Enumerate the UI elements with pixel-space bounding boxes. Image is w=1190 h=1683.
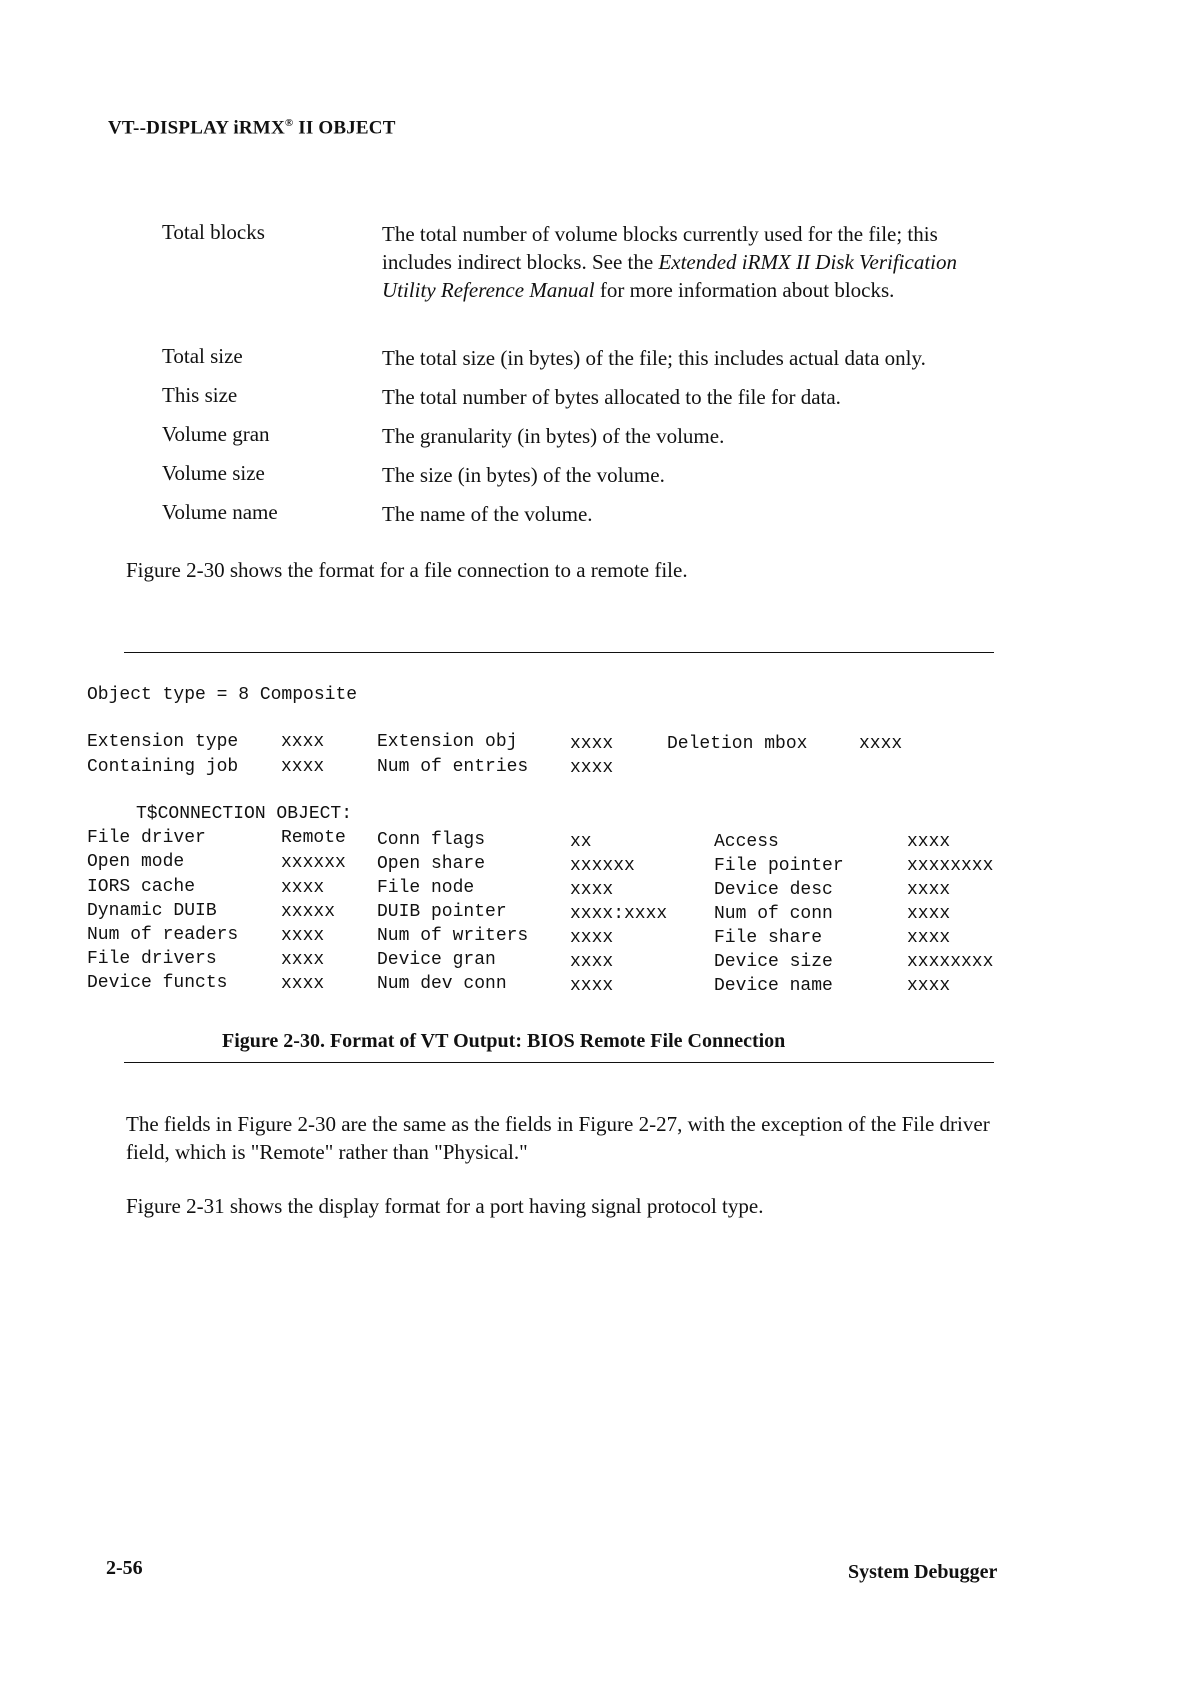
- field-label: File share: [714, 928, 823, 948]
- field-label: Device name: [714, 976, 833, 996]
- figure-top-rule: [124, 652, 994, 653]
- definition-description: The total size (in bytes) of the file; this includes actual data only.: [382, 346, 926, 370]
- field-value: xxxxxxxx: [907, 856, 994, 876]
- field-label: Num dev conn: [377, 974, 507, 994]
- field-label: Access: [714, 832, 779, 852]
- field-label: Device desc: [714, 880, 833, 900]
- definition-text: The total number of volume blocks currently used for the file; this includes indirect blocks. See the: [382, 222, 938, 274]
- field-label: Extension type: [87, 732, 239, 752]
- intro-paragraph: Figure 2-30 shows the format for a file connection to a remote file.: [126, 558, 688, 582]
- header-title-prefix: VT--DISPLAY iRMX: [108, 117, 285, 139]
- field-value: xxxx: [281, 926, 325, 946]
- field-value: xxxx: [570, 928, 614, 948]
- definition-description: The size (in bytes) of the volume.: [382, 463, 665, 487]
- field-label: IORS cache: [87, 877, 196, 897]
- field-value: xxxxx: [281, 902, 336, 922]
- field-value: xxxxxxxx: [907, 952, 994, 972]
- field-label: Num of writers: [377, 926, 529, 946]
- definition-text: for more information about blocks.: [594, 278, 895, 302]
- field-value: xxxx:xxxx: [570, 904, 668, 924]
- figure-caption: Figure 2-30. Format of VT Output: BIOS Remote File Connection: [222, 1030, 786, 1052]
- field-label: File pointer: [714, 856, 844, 876]
- field-value: xxxx: [907, 880, 951, 900]
- page-number: 2-56: [106, 1557, 143, 1579]
- header-title-suffix: II OBJECT: [293, 117, 396, 139]
- field-value: xxxx: [570, 976, 614, 996]
- field-value: xxxx: [281, 974, 325, 994]
- field-value: xxxx: [281, 878, 325, 898]
- field-value: xxxx: [907, 832, 951, 852]
- definition-term: Total blocks: [162, 220, 265, 244]
- field-label: Deletion mbox: [667, 734, 808, 754]
- field-value: xxxx: [570, 734, 614, 754]
- field-label: DUIB pointer: [377, 902, 507, 922]
- definition-term: Volume gran: [162, 422, 270, 446]
- field-value: xxxx: [570, 880, 614, 900]
- field-value: xxxx: [281, 732, 325, 752]
- field-label: Device functs: [87, 973, 228, 993]
- field-value: xxxx: [281, 950, 325, 970]
- field-value: xxxx: [907, 904, 951, 924]
- field-label: Containing job: [87, 757, 239, 777]
- field-label: Device size: [714, 952, 833, 972]
- figure-bottom-rule: [124, 1062, 994, 1063]
- field-label: File drivers: [87, 949, 217, 969]
- section-heading: T$CONNECTION OBJECT:: [136, 804, 353, 824]
- field-value: xxxx: [907, 928, 951, 948]
- definition-description: The total number of bytes allocated to the file for data.: [382, 385, 841, 409]
- manual-title-reference: Extended iRMX II Disk Verification Utility Reference Manual: [382, 250, 958, 302]
- definition-description: [382, 220, 1007, 304]
- footer-manual-title: System Debugger: [848, 1561, 998, 1583]
- field-label: Device gran: [377, 950, 496, 970]
- field-label: Num of conn: [714, 904, 833, 924]
- body-paragraph: The fields in Figure 2-30 are the same as the fields in Figure 2-27, with the exception of the File driver field, which is "Remote" rather than "Physical.": [126, 1112, 990, 1164]
- definition-description: The name of the volume.: [382, 502, 593, 526]
- field-label: Extension obj: [377, 732, 518, 752]
- definition-description: The granularity (in bytes) of the volume.: [382, 424, 725, 448]
- definition-term: This size: [162, 383, 238, 407]
- field-label: Num of entries: [377, 757, 529, 777]
- field-value: xxxx: [570, 952, 614, 972]
- field-label: File node: [377, 878, 475, 898]
- field-value: xxxx: [281, 757, 325, 777]
- field-label: Num of readers: [87, 925, 239, 945]
- field-label: Dynamic DUIB: [87, 901, 217, 921]
- field-value: Remote: [281, 828, 346, 848]
- field-label: Open share: [377, 854, 486, 874]
- field-value: xxxx: [907, 976, 951, 996]
- definition-term: Volume size: [162, 461, 265, 485]
- object-type-line: Object type = 8 Composite: [87, 685, 358, 705]
- field-value: xxxx: [570, 758, 614, 778]
- page-header-title: [108, 117, 396, 139]
- field-label: File driver: [87, 828, 206, 848]
- definition-term: Total size: [162, 344, 243, 368]
- field-value: xxxxxx: [281, 853, 346, 873]
- definition-term: Volume name: [162, 500, 278, 524]
- registered-mark: ®: [284, 117, 294, 129]
- field-label: Open mode: [87, 852, 185, 872]
- field-value: xxxxxx: [570, 856, 635, 876]
- field-label: Conn flags: [377, 830, 486, 850]
- body-paragraph: Figure 2-31 shows the display format for a port having signal protocol type.: [126, 1194, 764, 1218]
- field-value: xx: [570, 832, 592, 852]
- field-value: xxxx: [859, 734, 903, 754]
